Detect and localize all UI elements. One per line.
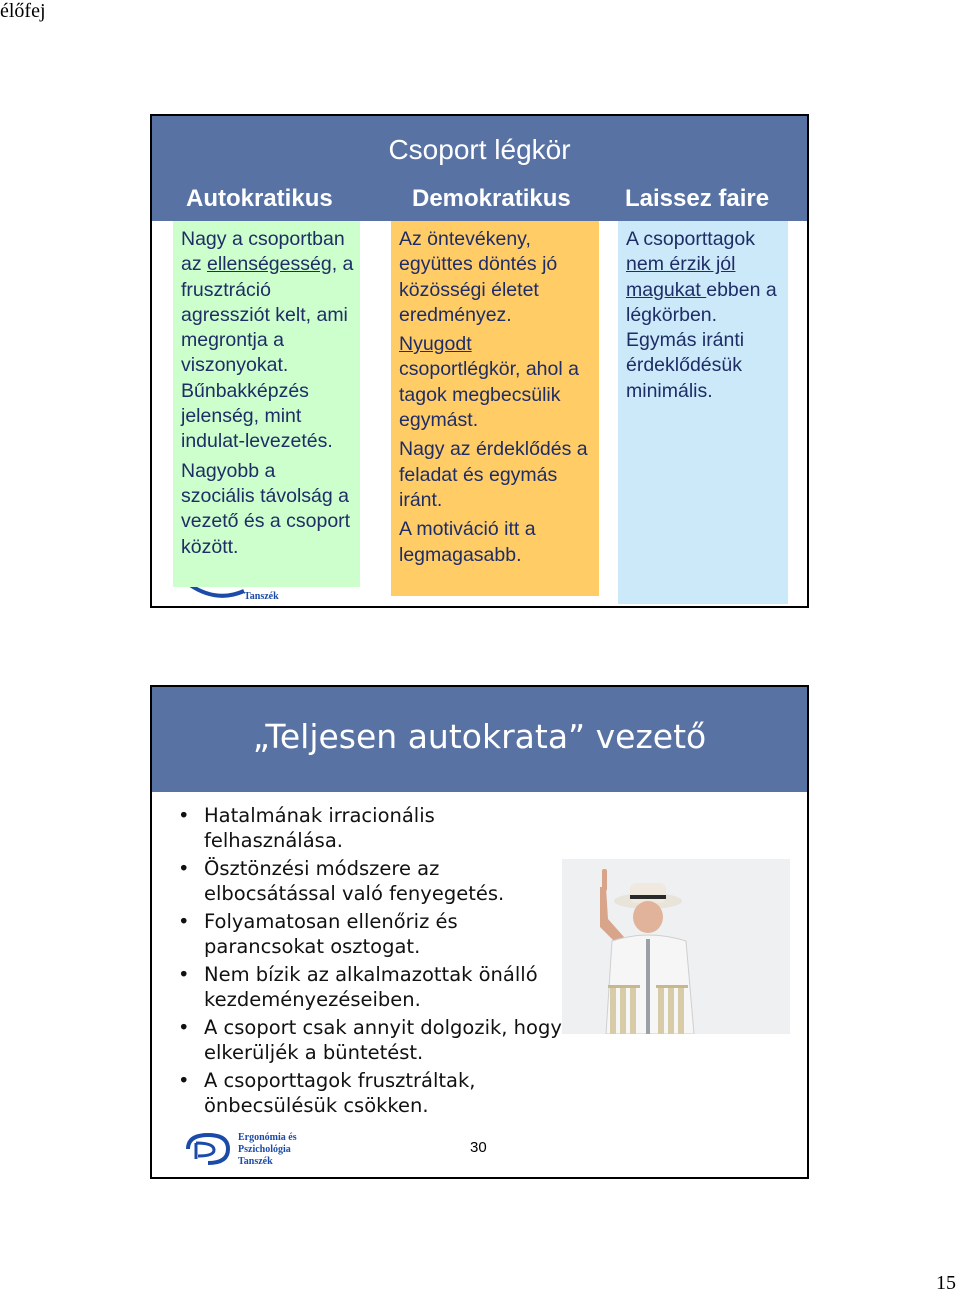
column-paragraph: A motiváció itt a legmagasabb.	[399, 518, 536, 566]
column-paragraph: Nagy a csoportban az ellenségesség, a frusztráció agressziót kelt, ami megrontja a viszonyokat. Bűnbakképzés jelenség, mint indulat-levezetés.	[181, 228, 354, 453]
slide-title: Csoport légkör	[388, 134, 571, 165]
bullet-item: • Hatalmának irracionális felhasználása.	[176, 804, 566, 853]
slide-csoport-legkor	[150, 114, 809, 608]
department-logo	[184, 1129, 334, 1169]
column-heading-laissez-faire: Laissez faire	[625, 185, 770, 212]
column-paragraph: Nagy az érdeklődés a feladat és egymás iránt.	[399, 438, 588, 511]
column-autokratikus	[173, 221, 360, 587]
column-heading-autokratikus: Autokratikus	[186, 185, 333, 212]
logo-line: Tanszék	[238, 1156, 273, 1167]
column-paragraph: Nagyobb a szociális távolság a vezető és a csoport között.	[181, 459, 351, 558]
bullet-item: • Nem bízik az alkalmazottak önálló kezdeményezéseiben.	[176, 963, 566, 1012]
column-laissez-faire	[618, 221, 788, 604]
page-header: élőfej	[0, 0, 46, 22]
person-raising-finger-photo	[562, 859, 790, 1034]
slide-number: 30	[470, 1139, 487, 1156]
logo-line: Ergonómia és	[238, 1132, 297, 1143]
logo-text: Tanszék	[244, 591, 279, 602]
page-number: 15	[936, 1272, 956, 1294]
logo-line: Pszichológia	[238, 1144, 291, 1155]
bullet-item: • Folyamatosan ellenőriz és parancsokat osztogat.	[176, 910, 566, 959]
bullet-list	[176, 804, 566, 1122]
column-paragraph: Nyugodt csoportlégkör, ahol a tagok megbecsülik egymást.	[399, 333, 579, 432]
slide-teljesen-autokrata-vezeto	[150, 685, 809, 1179]
slide-title: „Teljesen autokrata” vezető	[252, 717, 707, 756]
column-paragraph: Az öntevékeny, együttes döntés jó közösségi életet eredményez.	[399, 228, 558, 326]
column-demokratikus	[391, 221, 599, 596]
bullet-item: • Ösztönzési módszere az elbocsátással való fenyegetés.	[176, 857, 566, 906]
column-paragraph: A csoporttagok nem érzik jól magukat ebben a légkörben. Egymás iránti érdeklődésük minimális.	[626, 228, 777, 402]
bullet-item: • A csoport csak annyit dolgozik, hogy elkerüljék a büntetést.	[176, 1016, 566, 1065]
bullet-item: • A csoporttagok frusztráltak, önbecsülésük csökken.	[176, 1069, 566, 1118]
column-heading-demokratikus: Demokratikus	[412, 185, 571, 212]
